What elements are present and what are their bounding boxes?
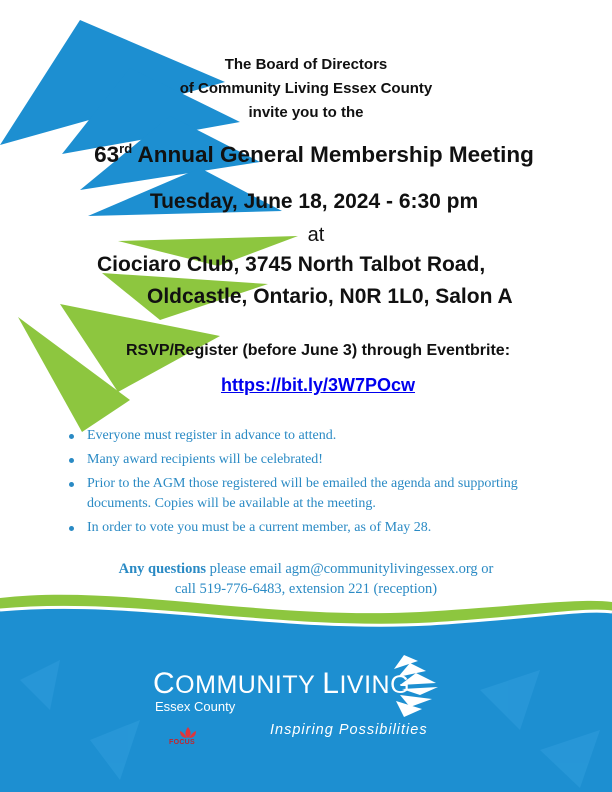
tagline: Inspiring Possibilities bbox=[270, 722, 428, 738]
bullet-icon bbox=[69, 526, 74, 531]
venue-line-1: Ciociaro Club, 3745 North Talbot Road, bbox=[97, 253, 486, 276]
list-item bbox=[66, 518, 536, 538]
meeting-at: at bbox=[307, 224, 325, 246]
bullet-text: Prior to the AGM those registered will be emailed the agenda and supporting documents. Copies will be available at the meeting. bbox=[87, 476, 518, 511]
meeting-number: 63 bbox=[94, 142, 120, 167]
meeting-date: Tuesday, June 18, 2024 - 6:30 pm bbox=[149, 190, 479, 213]
bullet-text: Many award recipients will be celebrated! bbox=[87, 452, 323, 467]
bullet-icon bbox=[69, 482, 74, 487]
focus-logo-icon bbox=[168, 726, 208, 740]
meeting-title bbox=[8, 140, 612, 170]
meeting-ordinal: rd bbox=[119, 141, 133, 156]
rsvp-link-wrapper bbox=[12, 372, 612, 398]
bullet-icon bbox=[69, 434, 74, 439]
info-bullet-list bbox=[66, 426, 536, 542]
logo-l: L bbox=[322, 667, 340, 700]
meeting-title-text: Annual General Membership Meeting bbox=[132, 142, 534, 167]
contact-line-2: call 519-776-6483, extension 221 (reception) bbox=[174, 581, 438, 597]
list-item bbox=[66, 426, 536, 446]
board-line-3: invite you to the bbox=[248, 104, 364, 121]
bullet-icon bbox=[69, 458, 74, 463]
logo-iving: IVING bbox=[339, 671, 411, 699]
list-item bbox=[66, 474, 536, 514]
board-invitation bbox=[0, 53, 612, 125]
logo-ommunity: OMMUNITY bbox=[175, 671, 323, 699]
bullet-text: In order to vote you must be a current member, as of May 28. bbox=[87, 520, 432, 535]
venue-line-2: Oldcastle, Ontario, N0R 1L0, Salon A bbox=[147, 285, 513, 308]
board-line-1: The Board of Directors bbox=[224, 56, 388, 73]
board-line-2: of Community Living Essex County bbox=[179, 80, 433, 97]
list-item bbox=[66, 450, 536, 470]
rsvp-link[interactable]: https://bit.ly/3W7POcw bbox=[220, 375, 416, 395]
contact-lead: Any questions bbox=[118, 561, 207, 577]
rsvp-text: RSVP/Register (before June 3) through Eventbrite: bbox=[125, 342, 511, 359]
community-living-wordmark bbox=[153, 669, 410, 700]
logo-c: C bbox=[153, 667, 176, 700]
contact-email-text: please email agm@communitylivingessex.org or bbox=[206, 561, 494, 577]
focus-label: FOCUS bbox=[169, 739, 195, 746]
logo-subtitle: Essex County bbox=[155, 699, 236, 714]
bullet-text: Everyone must register in advance to attend. bbox=[87, 428, 337, 443]
contact-line-1 bbox=[0, 559, 612, 579]
